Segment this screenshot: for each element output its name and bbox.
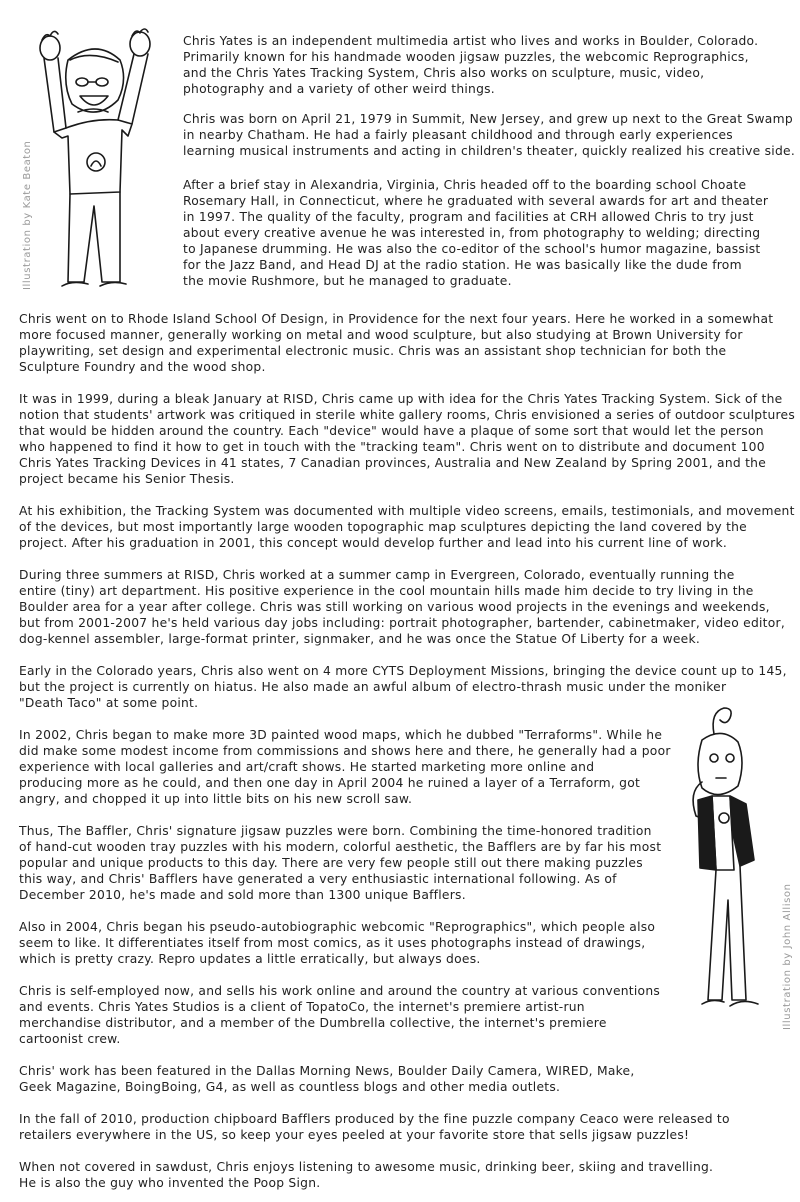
bio-paragraph-reprographics: Also in 2004, Chris began his pseudo-autobiographic webcomic "Reprographics", which people also seem to like. It differentiates itself from most comics, as it uses photographs instead of drawings, which is pretty crazy. Repro updates a little erratically, but always does.	[19, 920, 656, 966]
illustration-credit-bottom: Illustration by John Allison	[782, 883, 793, 1030]
bio-paragraph-choate: After a brief stay in Alexandria, Virginia, Chris headed off to the boarding school Choate Rosemary Hall, in Connecticut, where he graduated with several awards for art and theater in 1997. The quality of the faculty, program and facilities at CRH allowed Chris to try just about every creative avenue he was interested in, from photography to welding; directing to Japanese drumming. He was also the co-editor of the school's humor magazine, bassist for the Jazz Band, and Head DJ at the radio station. He was basically like the dude from the movie Rushmore, but he managed to graduate.	[183, 178, 769, 288]
bio-paragraph-ceaco: In the fall of 2010, production chipboard Bafflers produced by the fine puzzle company Ceaco were released to retailers everywhere in the US, so keep your eyes peeled at your favorite store that sells jigsaw puzzles!	[19, 1112, 730, 1142]
bio-paragraph-baffler: Thus, The Baffler, Chris' signature jigsaw puzzles were born. Combining the time-honored tradition of hand-cut wooden tray puzzles with his modern, colorful aesthetic, the Bafflers are by far his most popular and unique products to this day. There are very few people still out there making puzzles this way, and Chris' Bafflers have generated a very enthusiastic international following. As of December 2010, he's made and sold more than 1300 unique Bafflers.	[19, 824, 662, 902]
bio-paragraph-deployment: Early in the Colorado years, Chris also went on 4 more CYTS Deployment Missions, bringing the device count up to 145, but the project is currently on hiatus. He also made an awful album of electro-thrash music under the moniker "Death Taco" at some point.	[19, 664, 787, 710]
bio-paragraph-press: Chris' work has been featured in the Dallas Morning News, Boulder Daily Camera, WIRED, Make, Geek Magazine, BoingBoing, G4, as well as countless blogs and other media outlets.	[19, 1064, 635, 1094]
bio-paragraph-self-employed: Chris is self-employed now, and sells his work online and around the country at various conventions and events. Chris Yates Studios is a client of TopatoCo, the internet's premiere artist-run merchandise distributor, and a member of the Dumbrella collective, the internet's premiere cartoonist crew.	[19, 984, 661, 1046]
bio-paragraph-birth: Chris was born on April 21, 1979 in Summit, New Jersey, and grew up next to the Great Swamp in nearby Chatham. He had a fairly pleasant childhood and through early experiences learning musical instruments and acting in children's theater, quickly realized his creative side.	[183, 112, 795, 158]
bio-paragraph-intro: Chris Yates is an independent multimedia artist who lives and works in Boulder, Colorado. Primarily known for his handmade wooden jigsaw puzzles, the webcomic Reprographics, and the Chris Yates Tracking System, Chris also works on sculpture, music, video, photography and a variety of other weird things.	[183, 34, 759, 96]
illustration-credit-top: Illustration by Kate Beaton	[22, 140, 33, 290]
bio-paragraph-tracking-system: It was in 1999, during a bleak January at RISD, Chris came up with idea for the Chris Yates Tracking System. Sick of the notion that students' artwork was critiqued in sterile white gallery rooms, Chris envisioned a series of outdoor sculptures that would be hidden around the country. Each "device" would have a plaque of some sort that would let the person who happened to find it how to get in touch with the "tracking team". Chris went on to distribute and document 100 Chris Yates Tracking Devices in 41 states, 7 Canadian provinces, Australia and New Zealand by Spring 2001, and the project became his Senior Thesis.	[19, 392, 795, 486]
bio-paragraph-terraforms: In 2002, Chris began to make more 3D painted wood maps, which he dubbed "Terraforms". While he did make some modest income from commissions and shows here and there, he generally had a poor experience with local galleries and art/craft shows. He started marketing more online and producing more as he could, and then one day in April 2004 he ruined a layer of a Terraform, got angry, and chopped it up into little bits on his new scroll saw.	[19, 728, 671, 806]
cheering-man-illustration	[24, 24, 184, 304]
thinking-man-illustration	[658, 700, 788, 1030]
bio-paragraph-colorado-camp: During three summers at RISD, Chris worked at a summer camp in Evergreen, Colorado, eventually running the entire (tiny) art department. His positive experience in the cool mountain hills made him decide to try living in the Boulder area for a year after college. Chris was still working on various wood projects in the evenings and weekends, but from 2001-2007 he's held various day jobs including: portrait photographer, bartender, cabinetmaker, video editor, dog-kennel assembler, large-format printer, signmaker, and he was once the Statue Of Liberty for a week.	[19, 568, 785, 646]
bio-paragraph-exhibition: At his exhibition, the Tracking System was documented with multiple video screens, emails, testimonials, and movement of the devices, but most importantly large wooden topographic map sculptures depicting the land covered by the project. After his graduation in 2001, this concept would develop further and lead into his current line of work.	[19, 504, 795, 550]
bio-paragraph-closing: When not covered in sawdust, Chris enjoys listening to awesome music, drinking beer, skiing and travelling. He is also the guy who invented the Poop Sign.	[19, 1160, 714, 1190]
bio-paragraph-risd: Chris went on to Rhode Island School Of Design, in Providence for the next four years. Here he worked in a somewhat more focused manner, generally working on metal and wood sculpture, but also studying at Brown University for playwriting, set design and experimental electronic music. Chris was an assistant shop technician for both the Sculpture Foundry and the wood shop.	[19, 312, 774, 374]
